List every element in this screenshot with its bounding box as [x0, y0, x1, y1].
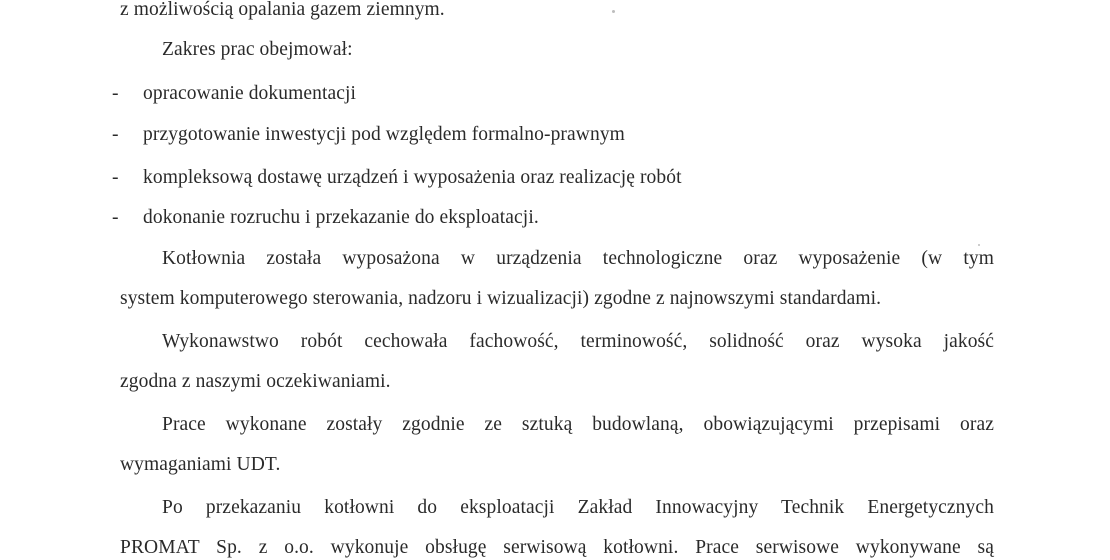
list-marker: - — [112, 167, 119, 188]
intro-tail-line: z możliwością opalania gazem ziemnym. — [120, 0, 445, 20]
paragraph-line: Wykonawstwo robót cechowała fachowość, terminowość, solidność oraz wysoka jakość — [162, 331, 994, 352]
paragraph-line: wymaganiami UDT. — [120, 454, 281, 475]
list-marker: - — [112, 124, 119, 145]
list-item-text: kompleksową dostawę urządzeń i wyposażenia oraz realizację robót — [143, 167, 682, 188]
list-marker: - — [112, 207, 119, 228]
scan-speck — [612, 10, 615, 13]
scan-speck — [978, 244, 980, 246]
list-marker: - — [112, 83, 119, 104]
scope-list-item — [0, 123, 1110, 147]
paragraph-line: PROMAT Sp. z o.o. wykonuje obsługę serwisową kotłowni. Prace serwisowe wykonywane są — [120, 537, 994, 558]
scope-list-item — [0, 206, 1110, 230]
list-item-text: opracowanie dokumentacji — [143, 83, 357, 104]
paragraph-line: Prace wykonane zostały zgodnie ze sztuką budowlaną, obowiązującymi przepisami oraz — [162, 414, 994, 435]
paragraph-line: Kotłownia została wyposażona w urządzenia technologiczne oraz wyposażenie (w tym — [162, 248, 994, 269]
paragraph-line: Po przekazaniu kotłowni do eksploatacji Zakład Innowacyjny Technik Energetycznych — [162, 497, 994, 518]
list-item-text: dokonanie rozruchu i przekazanie do eksploatacji. — [143, 207, 539, 228]
list-item-text: przygotowanie inwestycji pod względem formalno-prawnym — [143, 124, 625, 145]
scope-list-item — [0, 166, 1110, 190]
paragraph-line: zgodna z naszymi oczekiwaniami. — [120, 371, 391, 392]
scope-list-item — [0, 82, 1110, 106]
paragraph-line: system komputerowego sterowania, nadzoru i wizualizacji) zgodne z najnowszymi standardami. — [120, 288, 882, 309]
scope-heading: Zakres prac obejmował: — [162, 39, 353, 60]
